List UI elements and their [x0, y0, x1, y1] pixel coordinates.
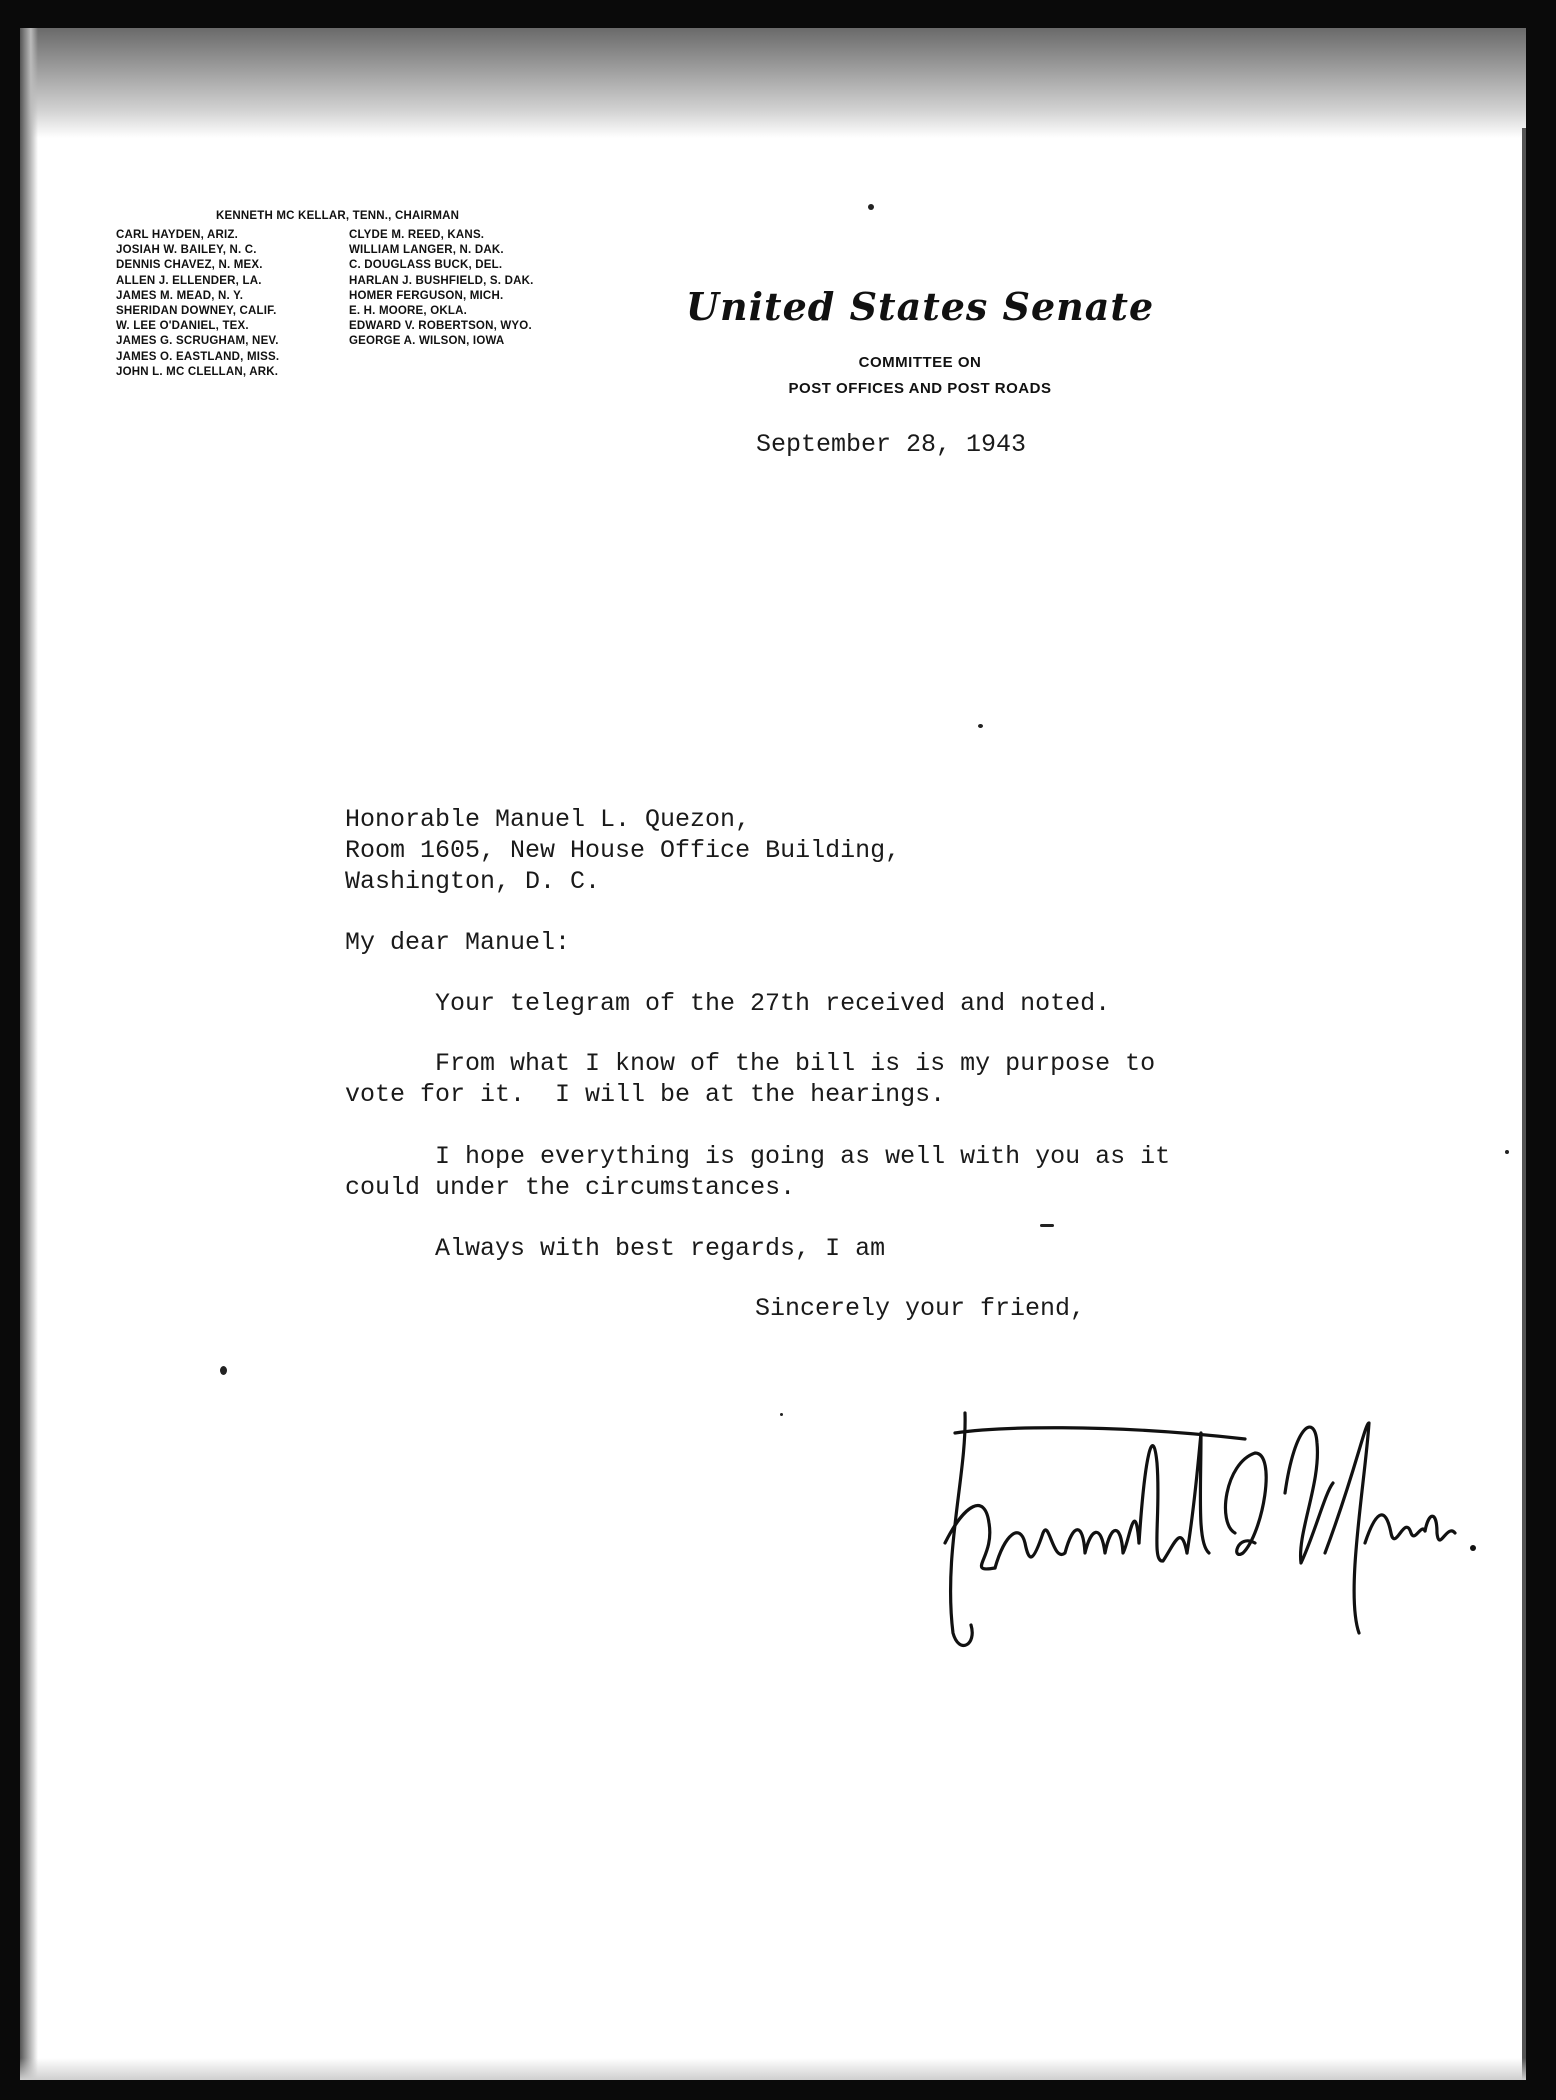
roster-member: JAMES G. SCRUGHAM, NEV.	[116, 335, 279, 348]
scan-left-shadow	[20, 28, 38, 2080]
body-paragraph: I hope everything is going as well with you as it could under the circumstances.	[345, 1142, 1171, 1202]
body-paragraph: Always with best regards, I am	[435, 1234, 886, 1263]
committee-name: POST OFFICES AND POST ROADS	[788, 380, 1052, 397]
roster-member: JOSIAH W. BAILEY, N. C.	[116, 244, 257, 257]
letter-date: September 28, 1943	[756, 430, 1027, 459]
scan-bottom-shadow	[20, 2058, 1526, 2080]
scan-speck	[220, 1366, 227, 1375]
scan-speck	[1040, 1224, 1054, 1227]
roster-member: JAMES O. EASTLAND, MISS.	[116, 350, 280, 363]
address-line: Honorable Manuel L. Quezon,	[345, 805, 751, 834]
roster-member: E. H. MOORE, OKLA.	[349, 304, 467, 317]
roster-member: EDWARD V. ROBERTSON, WYO.	[349, 320, 532, 333]
roster-member: HOMER FERGUSON, MICH.	[349, 289, 504, 302]
letter-page	[20, 28, 1526, 2080]
address-line: Washington, D. C.	[345, 867, 601, 896]
roster-member: SHERIDAN DOWNEY, CALIF.	[116, 304, 277, 317]
scan-speck	[868, 204, 874, 210]
scan-speck	[1505, 1150, 1509, 1154]
roster-member: DENNIS CHAVEZ, N. MEX.	[116, 259, 263, 272]
scan-top-shadow	[20, 28, 1526, 138]
roster-member: ALLEN J. ELLENDER, LA.	[116, 274, 262, 287]
roster-right-column	[349, 228, 534, 350]
roster-member: CLYDE M. REED, KANS.	[349, 229, 485, 241]
roster-left-column	[116, 228, 279, 380]
scan-speck	[780, 1413, 783, 1416]
roster-member: JOHN L. MC CLELLAN, ARK.	[116, 365, 279, 378]
committee-label: COMMITTEE ON	[858, 354, 982, 371]
address-line: Room 1605, New House Office Building,	[345, 836, 901, 865]
roster-member: HARLAN J. BUSHFIELD, S. DAK.	[349, 274, 534, 287]
roster-member: W. LEE O'DANIEL, TEX.	[116, 320, 249, 333]
salutation: My dear Manuel:	[345, 928, 571, 957]
handwritten-signature	[925, 1393, 1525, 1673]
roster-member: CARL HAYDEN, ARIZ.	[116, 229, 239, 241]
roster-member: GEORGE A. WILSON, IOWA	[349, 335, 505, 348]
scan-speck	[978, 724, 983, 728]
roster-member: JAMES M. MEAD, N. Y.	[116, 289, 244, 302]
closing: Sincerely your friend,	[755, 1294, 1086, 1323]
roster-member: C. DOUGLASS BUCK, DEL.	[349, 259, 503, 272]
scan-right-edge	[1522, 128, 1526, 2080]
roster-member: WILLIAM LANGER, N. DAK.	[349, 244, 504, 257]
roster-chairman: KENNETH MC KELLAR, TENN., CHAIRMAN	[216, 210, 460, 222]
body-paragraph: From what I know of the bill is is my purpose to vote for it. I will be at the hearings.	[345, 1049, 1156, 1109]
body-paragraph: Your telegram of the 27th received and noted.	[435, 989, 1111, 1018]
letterhead-title: United States Senate	[685, 284, 1155, 329]
